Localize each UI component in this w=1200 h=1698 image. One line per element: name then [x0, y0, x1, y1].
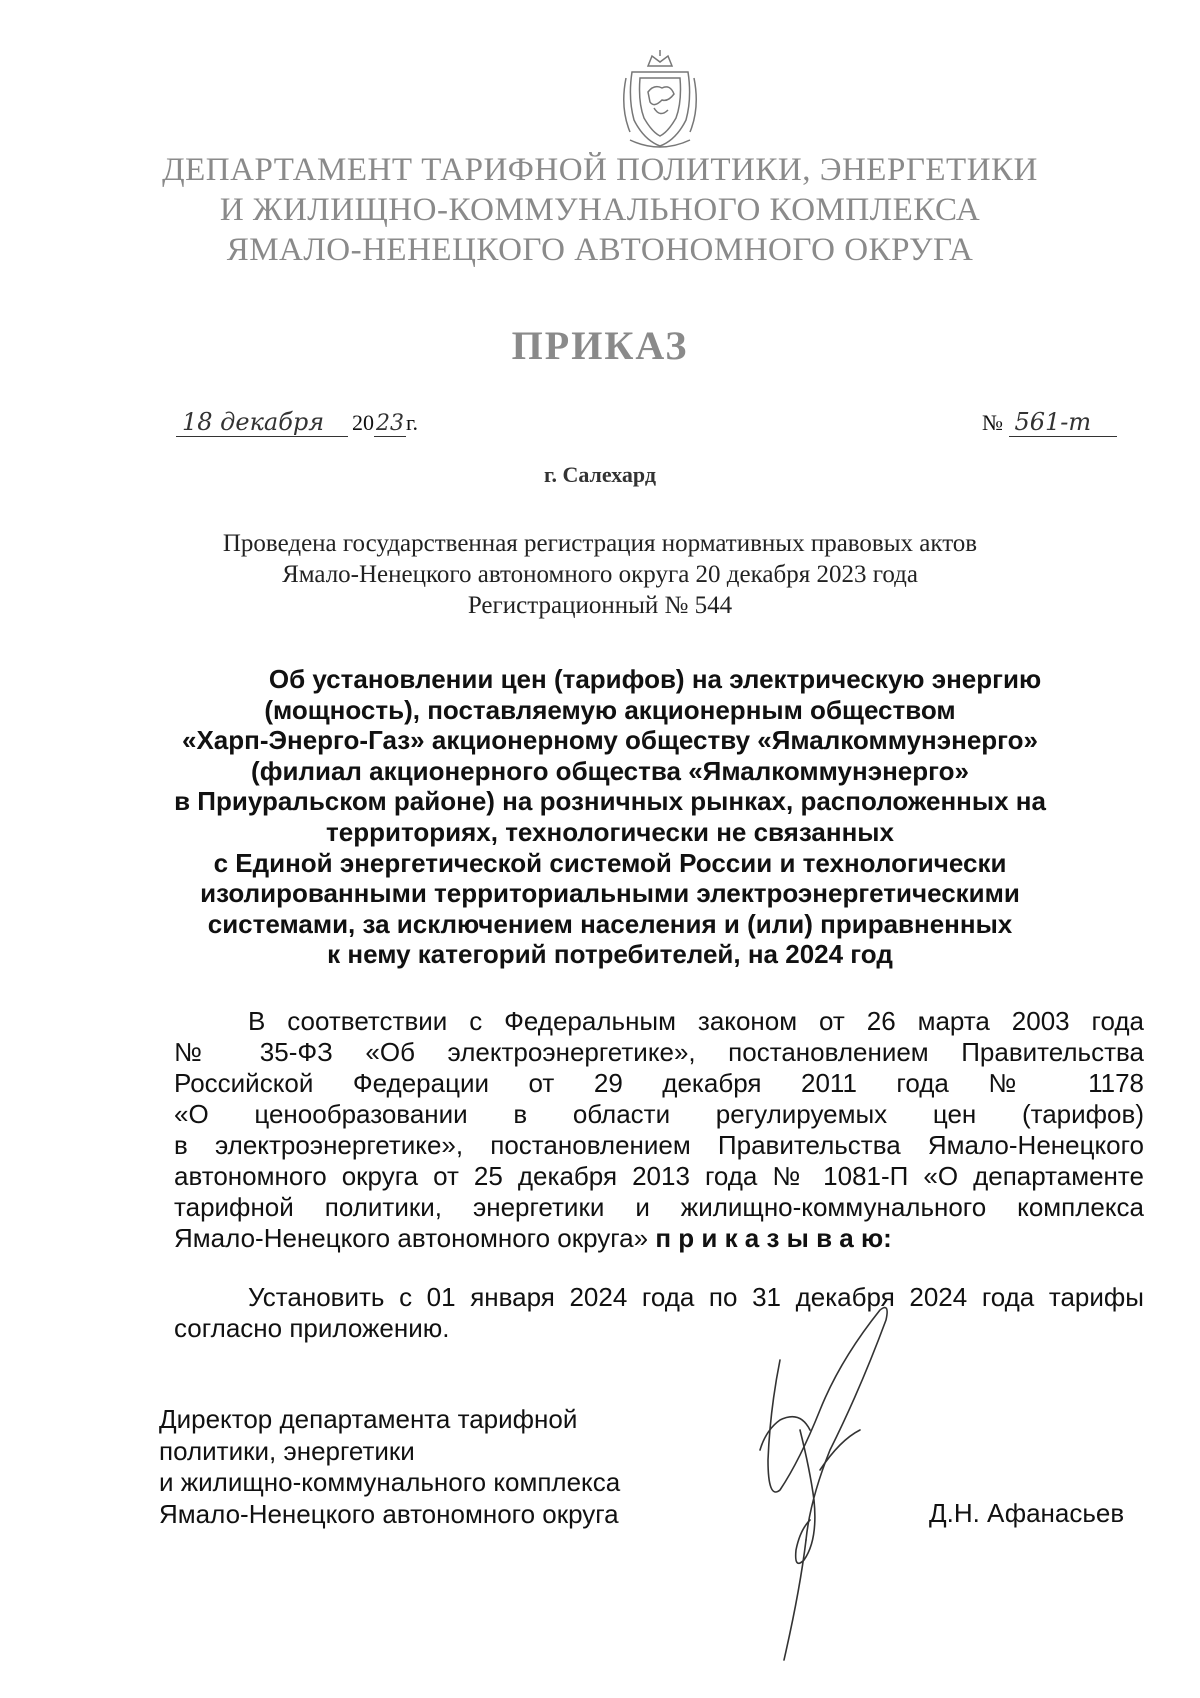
preamble-line: автономного округа от 25 декабря 2013 года № 1081-П «О департаменте — [174, 1161, 1144, 1191]
date-year-unit: г. — [406, 410, 419, 435]
city: г. Салехард — [543, 462, 657, 487]
preamble-line: В соответствии с Федеральным законом от 26 марта 2003 года — [248, 1006, 1144, 1036]
decision-paragraph — [174, 1282, 1144, 1344]
preamble-line: в электроэнергетике», постановлением Правительства Ямало-Ненецкого — [174, 1130, 1144, 1160]
preamble-line: тарифной политики, энергетики и жилищно-коммунального комплекса — [174, 1192, 1144, 1222]
date-year-suffix: 23 — [376, 411, 404, 436]
subject-line: к нему категорий потребителей, на 2024 год — [327, 939, 893, 970]
signatory-position — [159, 1404, 679, 1530]
subject-line: системами, за исключением населения и (или) приравненных — [207, 908, 1013, 939]
subject-line: Об установлении цен (тарифов) на электрическую энергию — [268, 664, 1042, 694]
decision-line: согласно приложению. — [174, 1313, 450, 1343]
preamble-line: Ямало-Ненецкого автономного округа» — [174, 1223, 649, 1253]
subject-line: «Харп-Энерго-Газ» акционерному обществу «Ямалкоммунэнерго» — [182, 725, 1038, 756]
department-name-line-3: ЯМАЛО-НЕНЕЦКОГО АВТОНОМНОГО ОКРУГА — [226, 232, 974, 268]
document-type-title: ПРИКАЗ — [511, 323, 689, 368]
position-line: Директор департамента тарифной — [159, 1404, 578, 1434]
preamble-paragraph — [174, 1006, 1144, 1254]
decision-line: Установить с 01 января 2024 года по 31 декабря 2024 года тарифы — [248, 1282, 1144, 1312]
signer-name: Д.Н. Афанасьев — [929, 1498, 1125, 1528]
number-label: № — [982, 410, 1003, 435]
order-subject — [160, 664, 1060, 970]
subject-line: с Единой энергетической системой России и технологически — [213, 847, 1007, 878]
position-line: Ямало-Ненецкого автономного округа — [159, 1498, 619, 1529]
order-word: п р и к а з ы в а ю: — [655, 1223, 892, 1253]
preamble-line: «О ценообразовании в области регулируемых цен (тарифов) — [174, 1099, 1144, 1129]
subject-line: в Приуральском районе) на розничных рынках, расположенных на — [174, 786, 1046, 817]
registration-line-2: Ямало-Ненецкого автономного округа 20 декабря 2023 года — [282, 561, 918, 588]
preamble-last-line — [174, 1223, 1144, 1254]
preamble-line: № 35-ФЗ «Об электроэнергетике», постановлением Правительства — [174, 1037, 1144, 1067]
coat-of-arms-icon — [618, 48, 702, 152]
subject-line: (филиал акционерного общества «Ямалкоммунэнерго» — [251, 755, 969, 786]
handwritten-signature — [740, 1300, 940, 1670]
department-name-line-2: И ЖИЛИЩНО-КОММУНАЛЬНОГО КОМПЛЕКСА — [219, 192, 981, 228]
registration-line-1: Проведена государственная регистрация нормативных правовых актов — [222, 530, 978, 557]
preamble-line: Российской Федерации от 29 декабря 2011 года № 1178 — [174, 1068, 1144, 1098]
registration-line-3: Регистрационный № 544 — [467, 592, 733, 619]
subject-line: изолированными территориальными электроэнергетическими — [200, 878, 1020, 909]
date-day-month: 18 декабря — [176, 408, 348, 437]
order-number — [982, 408, 1117, 437]
order-date — [176, 408, 418, 440]
subject-line: территориях, технологически не связанных — [326, 816, 894, 847]
position-line: и жилищно-коммунального комплекса — [159, 1467, 621, 1497]
date-year-prefix: 20 — [352, 410, 374, 435]
department-name-line-1: ДЕПАРТАМЕНТ ТАРИФНОЙ ПОЛИТИКИ, ЭНЕРГЕТИКИ — [162, 152, 1038, 188]
position-line: политики, энергетики — [159, 1435, 415, 1466]
subject-line: (мощность), поставляемую акционерным обществом — [264, 694, 956, 725]
number-value: 561-т — [1009, 408, 1117, 437]
